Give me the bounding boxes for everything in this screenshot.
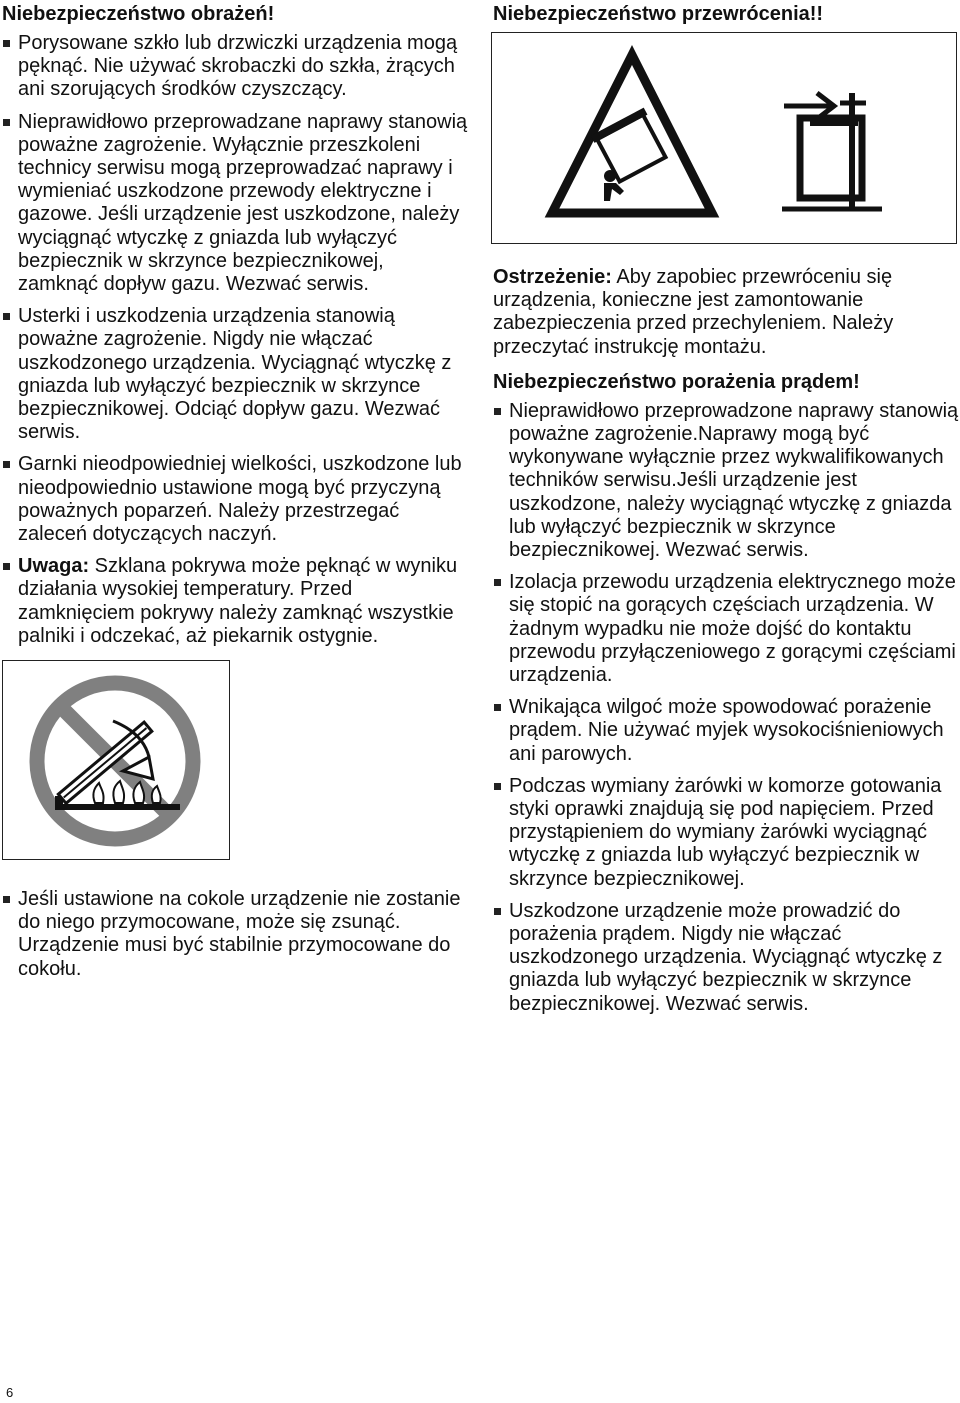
bullet-icon [494,704,501,711]
tip-over-warning: Ostrzeżenie: Aby zapobiec przewróceniu się urządzenia, konieczne jest zamontowanie zabezpieczenia przed przechyleniem. Należy przeczytać instrukcję montażu. [493,266,894,358]
list-item: Nieprawidłowo przeprowadzone naprawy stanowią poważne zagrożenie.Naprawy mogą być wykonywane wyłącznie przez wykwalifikowanych techników serwisu.Jeśli urządzenie jest uszkodzone, należy wyciągnąć wtyczkę z gniazda lub wyłączyć bezpiecznik w skrzynce bezpiecznikowej. Wezwać serwis. [493,400,959,562]
list-item: Wnikająca wilgoć może spowodować porażenie prądem. Nie używać myjek wysokociśnieniowych ani parowych. [493,696,959,766]
list-item: Usterki i uszkodzenia urządzenia stanowią poważne zagrożenie. Nigdy nie włączać uszkodzonego urządzenia. Wyciągnąć wtyczkę z gniazda lub wyłączyć bezpiecznik w skrzynce bezpiecznikowej. Odciąć dopływ gazu. Wezwać serwis. [2,305,468,444]
bullet-icon [3,461,10,468]
left-column [2,0,468,990]
warning-label: Ostrzeżenie: [493,266,612,288]
bullet-icon [494,908,501,915]
injury-hazard-heading: Niebezpieczeństwo obrażeń! [2,3,275,25]
list-item: Izolacja przewodu urządzenia elektrycznego może się stopić na gorących częściach urządzenia. W żadnym wypadku nie może dojść do kontaktu przewodu przyłączeniowego z gorącymi częściami urządzenia. [493,571,959,687]
bullet-icon [3,896,10,903]
tip-over-hazard-heading: Niebezpieczeństwo przewrócenia!! [493,3,824,25]
bullet-icon [3,40,10,47]
electric-shock-list [493,400,959,1016]
plinth-list [2,888,468,981]
bullet-icon [3,563,10,570]
tip-over-warning-icon [492,33,955,242]
list-item: Nieprawidłowo przeprowadzane naprawy stanowią poważne zagrożenie. Wyłącznie przeszkoleni technicy serwisu mogą przeprowadzać naprawy i wymieniać uszkodzone przewody elektryczne i gazowe. Jeśli urządzenie jest uszkodzone, należy wyciągnąć wtyczkę z gniazda lub wyłączyć bezpiecznik w skrzynce bezpiecznikowej, zamknąć dopływ gazu. Wezwać serwis. [2,111,468,297]
bullet-icon [3,119,10,126]
list-item: Podczas wymiany żarówki w komorze gotowania styki oprawki znajdują się pod napięciem. Przed przystąpieniem do wymiany żarówki wyciągnąć wtyczkę z gniazda lub wyłączyć bezpiecznik w skrzynce bezpiecznikowej. [493,775,959,891]
bullet-icon [494,783,501,790]
list-item: Porysowane szkło lub drzwiczki urządzenia mogą pęknąć. Nie używać skrobaczki do szkła, żrących ani szorujących środków czyszczący. [2,32,468,102]
injury-hazard-list [2,32,468,648]
right-column [493,0,959,1025]
page-number: 6 [6,1385,14,1400]
bullet-icon [494,579,501,586]
no-lid-on-flame-icon [3,661,228,858]
no-lid-on-flame-figure [2,660,230,860]
tip-over-figure [491,32,957,244]
list-item: Uwaga: Szklana pokrywa może pęknąć w wyniku działania wysokiej temperatury. Przed zamknięciem pokrywy należy zamknąć wszystkie palniki i odczekać, aż piekarnik ostygnie. [2,555,468,648]
list-item: Garnki nieodpowiedniej wielkości, uszkodzone lub nieodpowiednio ustawione mogą być przyczyną poważnych poparzeń. Należy przestrzegać zaleceń dotyczących naczyń. [2,453,468,546]
list-item: Uszkodzone urządzenie może prowadzić do porażenia prądem. Nigdy nie włączać uszkodzonego urządzenia. Wyciągnąć wtyczkę z gniazda lub wyłączyć bezpiecznik w skrzynce bezpiecznikowej. Wezwać serwis. [493,900,959,1016]
caution-label: Uwaga: [18,555,90,578]
bullet-icon [3,313,10,320]
electric-shock-heading: Niebezpieczeństwo porażenia prądem! [493,370,860,393]
bullet-icon [494,408,501,415]
list-item: Jeśli ustawione na cokole urządzenie nie zostanie do niego przymocowane, może się zsunąć. Urządzenie musi być stabilnie przymocowane do cokołu. [2,888,468,981]
